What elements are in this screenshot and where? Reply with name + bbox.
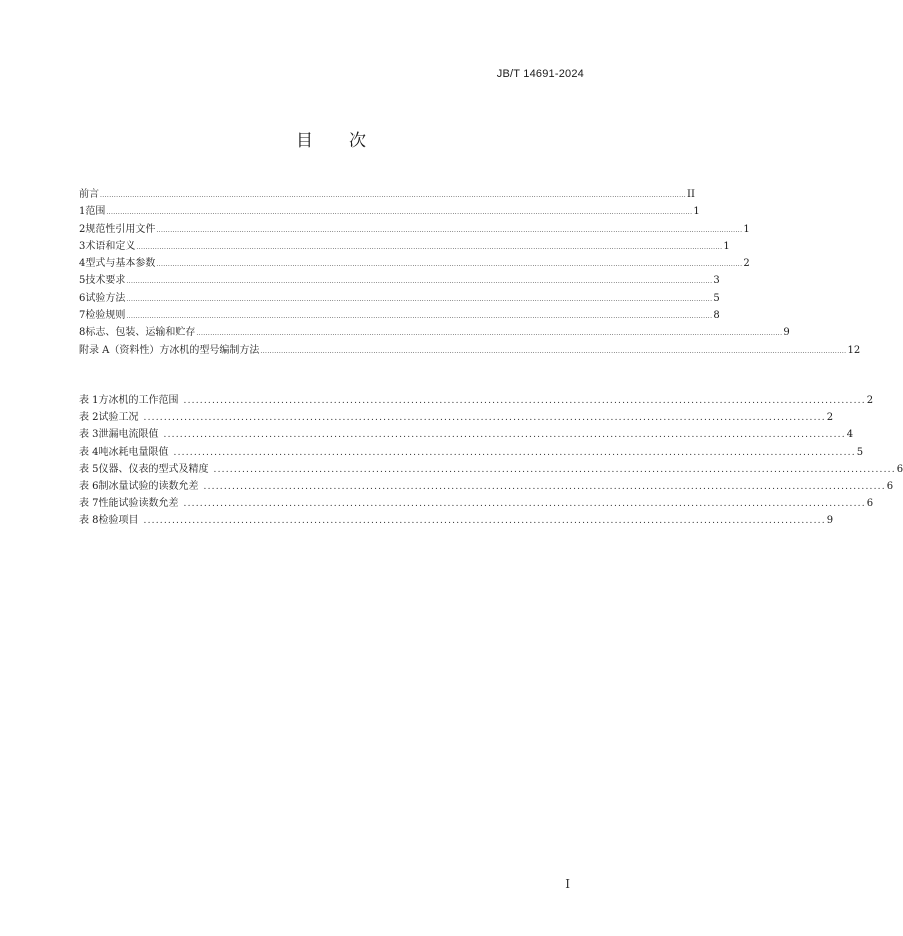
toc-table-number: 表 4 <box>79 446 99 458</box>
toc-entry-page: 3 <box>713 275 720 287</box>
title-char-2: 次 <box>349 131 366 151</box>
toc-entry-label: 规范性引用文件 <box>85 223 156 235</box>
toc-entry-number: 2 <box>79 223 86 235</box>
toc-entry-page: 1 <box>693 206 700 218</box>
toc-entry-3[interactable] <box>79 240 730 259</box>
toc-table-number: 表 8 <box>79 515 99 527</box>
toc-table-number: 表 2 <box>79 412 99 424</box>
toc-entry-number: 3 <box>79 240 86 252</box>
dot-leader: .............................................................................................................................................................................................................................................................. <box>126 313 713 321</box>
toc-entry-2[interactable] <box>79 223 750 242</box>
toc-table-page: 2 <box>866 395 874 406</box>
toc-entry-label: 术语和定义 <box>85 240 136 252</box>
toc-entry-label: 试验方法 <box>85 292 126 304</box>
dot-leader: ........................................................................................................................................................................ <box>183 499 866 510</box>
toc-table-number: 表 7 <box>79 498 99 510</box>
dot-leader: ........................................................................................................................................................................ <box>173 447 856 458</box>
dot-leader: .............................................................................................................................................................................................................................................................. <box>100 192 687 199</box>
toc-entry-number: 6 <box>79 292 86 304</box>
toc-table-number: 表 3 <box>79 429 99 441</box>
toc-table-6[interactable] <box>79 480 894 499</box>
dot-leader: ........................................................................................................................................................................ <box>213 464 896 475</box>
toc-entry-5[interactable] <box>79 275 720 293</box>
toc-entry-label: 标志、包装、运输和贮存 <box>85 327 196 339</box>
toc-table-label: 性能试验读数允差 <box>98 498 179 510</box>
toc-table-page: 5 <box>856 446 864 458</box>
page-number: I <box>565 877 570 891</box>
toc-chapter-list <box>79 189 861 363</box>
toc-table-label: 试验工况 <box>98 412 139 424</box>
toc-table-label: 制冰量试验的读数允差 <box>98 480 199 492</box>
toc-table-page: 6 <box>886 480 894 492</box>
toc-entry-6[interactable] <box>79 292 720 311</box>
toc-table-7[interactable] <box>79 498 874 516</box>
toc-entry-number: 7 <box>79 310 86 322</box>
toc-entry-label: 范围 <box>85 206 106 218</box>
toc-table-2[interactable] <box>79 412 834 430</box>
toc-entry-page: 1 <box>723 240 730 252</box>
page-title <box>0 126 662 151</box>
toc-entry-page: 1 <box>743 223 750 235</box>
toc-table-page: 4 <box>846 429 854 441</box>
dot-leader: .............................................................................................................................................................................................................................................................. <box>126 278 713 286</box>
toc-table-list <box>79 395 903 534</box>
toc-entry-number: 1 <box>79 206 86 218</box>
toc-entry-1[interactable] <box>79 206 700 224</box>
dot-leader: .............................................................................................................................................................................................................................................................. <box>136 243 723 251</box>
toc-table-page: 2 <box>826 412 834 424</box>
toc-entry-page: 8 <box>713 310 720 322</box>
toc-entry-page: 5 <box>713 292 720 304</box>
toc-entry-8[interactable] <box>79 327 790 345</box>
toc-entry-label: 附录 A（资料性）方冰机的型号编制方法 <box>79 344 260 356</box>
toc-entry-number: 8 <box>79 327 86 339</box>
toc-entry-number: 5 <box>79 275 86 287</box>
toc-table-label: 仪器、仪表的型式及精度 <box>98 463 209 475</box>
dot-leader: .............................................................................................................................................................................................................................................................. <box>106 209 693 217</box>
toc-entry-page: 9 <box>783 327 790 339</box>
dot-leader: .............................................................................................................................................................................................................................................................. <box>260 347 847 355</box>
toc-table-number: 表 5 <box>79 463 99 475</box>
dot-leader: .............................................................................................................................................................................................................................................................. <box>156 261 743 269</box>
toc-entry-label: 检验规则 <box>85 310 126 322</box>
toc-entry-4[interactable] <box>79 258 750 276</box>
toc-table-number: 表 1 <box>79 395 99 406</box>
toc-table-label: 方冰机的工作范围 <box>98 395 179 406</box>
dot-leader: ........................................................................................................................................................................ <box>143 413 826 424</box>
toc-entry-label: 技术要求 <box>85 275 126 287</box>
toc-table-label: 吨冰耗电量限值 <box>98 446 169 458</box>
toc-table-label: 检验项目 <box>98 515 139 527</box>
dot-leader: ........................................................................................................................................................................ <box>163 430 846 441</box>
toc-entry-label: 型式与基本参数 <box>85 258 156 270</box>
toc-table-5[interactable] <box>79 463 903 482</box>
toc-table-page: 9 <box>826 515 834 527</box>
dot-leader: .............................................................................................................................................................................................................................................................. <box>126 295 713 303</box>
toc-table-3[interactable] <box>79 429 854 447</box>
toc-table-4[interactable] <box>79 446 864 465</box>
toc-entry-label: 前言 <box>79 189 99 200</box>
toc-entry-page: 2 <box>743 258 750 270</box>
dot-leader: ........................................................................................................................................................................ <box>183 396 866 406</box>
dot-leader: ........................................................................................................................................................................ <box>143 516 826 527</box>
title-char-1: 目 <box>296 131 313 151</box>
standard-code: JB/T 14691-2024 <box>496 68 584 80</box>
toc-table-page: 6 <box>896 463 903 475</box>
toc-entry-appendix-a[interactable] <box>79 344 861 363</box>
toc-table-number: 表 6 <box>79 480 99 492</box>
toc-table-8[interactable] <box>79 515 834 533</box>
toc-entry-foreword[interactable] <box>79 189 695 207</box>
toc-entry-page: II <box>687 189 695 200</box>
dot-leader: .............................................................................................................................................................................................................................................................. <box>156 226 743 234</box>
toc-table-1[interactable] <box>79 395 874 413</box>
toc-table-label: 泄漏电流限值 <box>98 429 159 441</box>
toc-table-page: 6 <box>866 498 874 510</box>
toc-entry-page: 12 <box>847 344 861 356</box>
toc-entry-7[interactable] <box>79 310 720 328</box>
toc-entry-number: 4 <box>79 258 86 270</box>
dot-leader: .............................................................................................................................................................................................................................................................. <box>196 330 783 338</box>
dot-leader: ........................................................................................................................................................................ <box>203 481 886 492</box>
